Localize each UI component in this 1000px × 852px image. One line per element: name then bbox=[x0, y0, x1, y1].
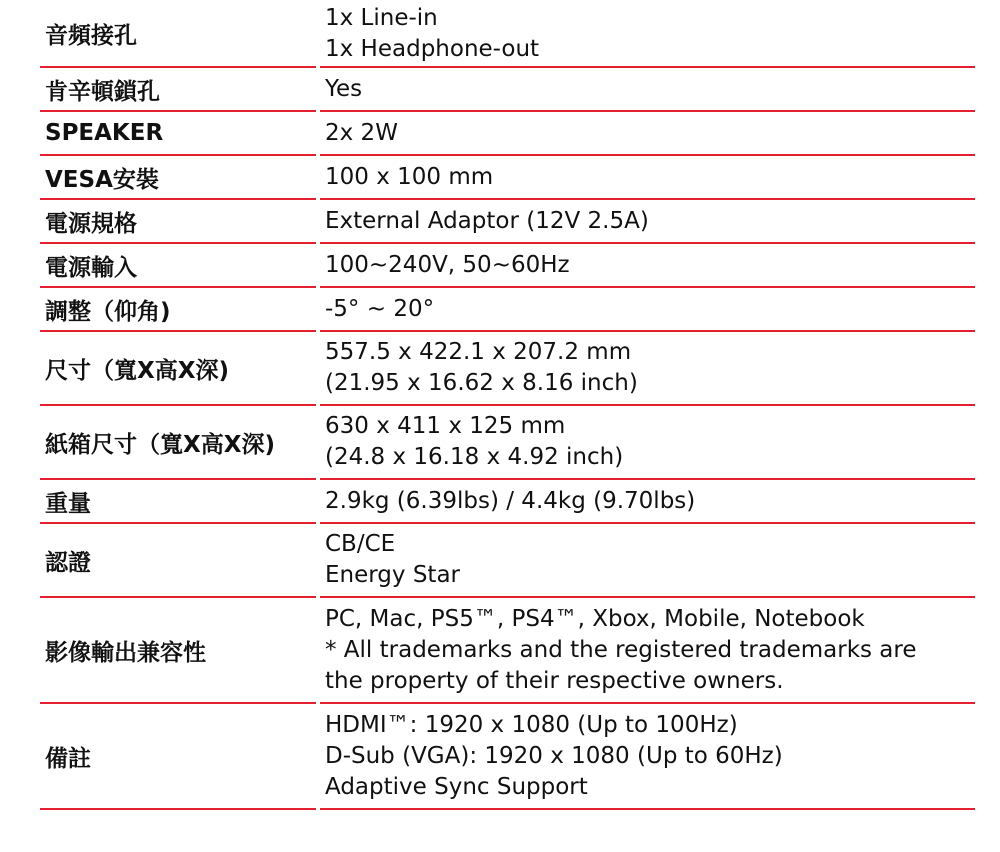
spec-value-line: 1x Line-in bbox=[325, 4, 438, 31]
spec-value-line: HDMI™: 1920 x 1080 (Up to 100Hz) bbox=[325, 711, 738, 738]
spec-label: 電源輸入 bbox=[45, 254, 137, 281]
spec-row bbox=[0, 155, 1000, 199]
spec-row bbox=[0, 703, 1000, 809]
spec-value-line: PC, Mac, PS5™, PS4™, Xbox, Mobile, Notebook bbox=[325, 605, 865, 632]
spec-value-line: -5° ~ 20° bbox=[325, 295, 435, 322]
spec-value-line: Adaptive Sync Support bbox=[325, 773, 588, 800]
spec-row bbox=[0, 199, 1000, 243]
spec-label: SPEAKER bbox=[45, 120, 164, 146]
spec-value-line: D-Sub (VGA): 1920 x 1080 (Up to 60Hz) bbox=[325, 742, 783, 769]
spec-value bbox=[325, 405, 975, 479]
spec-value-line: the property of their respective owners. bbox=[325, 667, 784, 694]
spec-label: VESA安裝 bbox=[45, 166, 159, 193]
spec-value bbox=[325, 199, 975, 243]
spec-value-line: (24.8 x 16.18 x 4.92 inch) bbox=[325, 444, 624, 470]
spec-value bbox=[325, 331, 975, 405]
spec-value-line: * All trademarks and the registered trademarks are bbox=[325, 636, 917, 663]
spec-row bbox=[0, 405, 1000, 479]
spec-value-line: 100~240V, 50~60Hz bbox=[325, 251, 570, 278]
spec-row bbox=[0, 331, 1000, 405]
spec-value-line: (21.95 x 16.62 x 8.16 inch) bbox=[325, 370, 638, 396]
spec-value bbox=[325, 287, 975, 331]
row-divider bbox=[40, 808, 316, 810]
spec-label: 調整（仰角) bbox=[45, 298, 171, 325]
spec-label: 電源規格 bbox=[45, 210, 137, 237]
spec-label: 重量 bbox=[45, 490, 91, 517]
spec-value-line: 557.5 x 422.1 x 207.2 mm bbox=[325, 339, 632, 365]
spec-row bbox=[0, 0, 1000, 67]
spec-value bbox=[325, 67, 975, 111]
spec-label: 認證 bbox=[45, 549, 91, 576]
row-divider bbox=[320, 808, 975, 810]
spec-value-line: 1x Headphone-out bbox=[325, 35, 540, 62]
spec-value-line: 2x 2W bbox=[325, 119, 398, 146]
spec-row bbox=[0, 597, 1000, 703]
spec-value bbox=[325, 523, 975, 597]
spec-row bbox=[0, 67, 1000, 111]
spec-value bbox=[325, 597, 975, 703]
spec-value-line: Yes bbox=[325, 75, 363, 102]
spec-label: 影像輸出兼容性 bbox=[45, 639, 206, 666]
spec-label: 肯辛頓鎖孔 bbox=[45, 78, 160, 105]
spec-row bbox=[0, 479, 1000, 523]
spec-value-line: 630 x 411 x 125 mm bbox=[325, 413, 566, 439]
spec-label: 紙箱尺寸（寬X高X深) bbox=[45, 431, 275, 458]
spec-value bbox=[325, 0, 975, 67]
spec-row bbox=[0, 111, 1000, 155]
spec-label: 尺寸（寬X高X深) bbox=[45, 357, 229, 384]
spec-value-line: 100 x 100 mm bbox=[325, 163, 494, 190]
spec-label: 音頻接孔 bbox=[45, 23, 137, 49]
spec-label: 備註 bbox=[45, 745, 91, 772]
spec-value-line: External Adaptor (12V 2.5A) bbox=[325, 207, 649, 234]
spec-row bbox=[0, 287, 1000, 331]
spec-value bbox=[325, 479, 975, 523]
spec-value-line: Energy Star bbox=[325, 562, 461, 588]
spec-value-line: CB/CE bbox=[325, 531, 396, 557]
spec-row bbox=[0, 243, 1000, 287]
spec-value bbox=[325, 243, 975, 287]
spec-value-line: 2.9kg (6.39lbs) / 4.4kg (9.70lbs) bbox=[325, 487, 696, 514]
spec-row bbox=[0, 523, 1000, 597]
spec-value bbox=[325, 111, 975, 155]
spec-value bbox=[325, 155, 975, 199]
spec-value bbox=[325, 703, 975, 809]
